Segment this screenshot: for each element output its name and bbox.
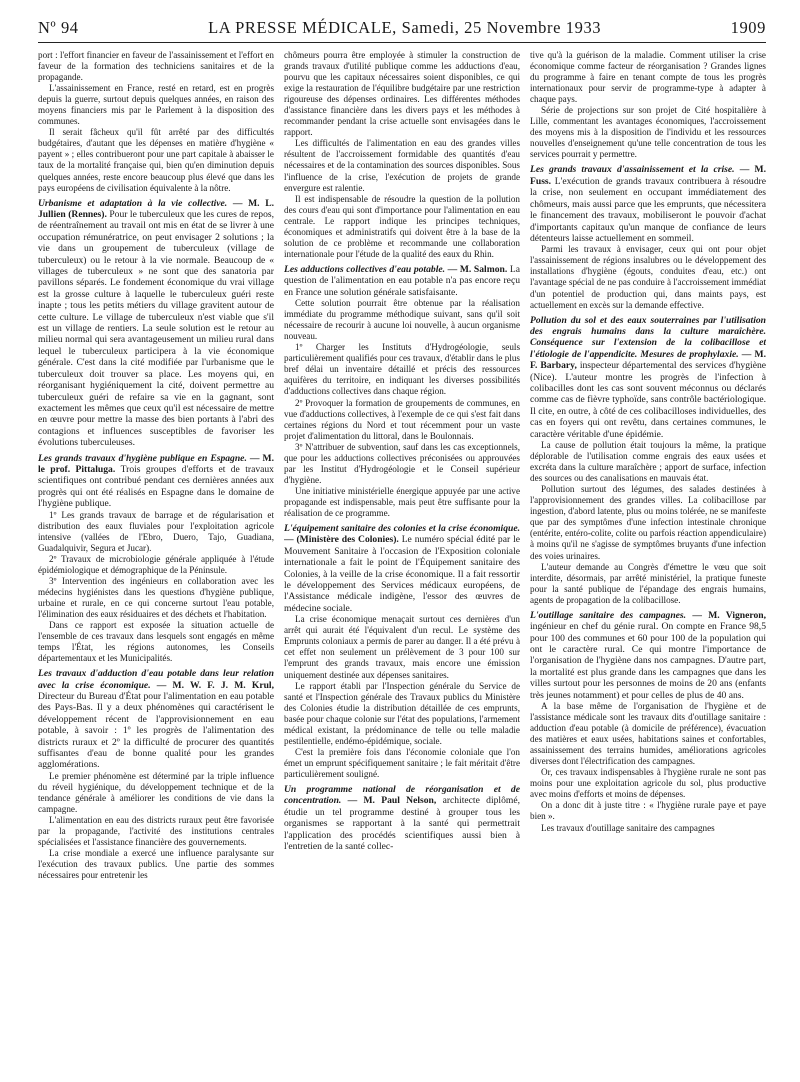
- section-heading: [284, 784, 520, 852]
- section-heading: [38, 453, 274, 510]
- paragraph: On a donc dit à juste titre : « l'hygiène rurale paye et paye bien ».: [530, 800, 766, 822]
- section-lead-text: Trois groupes d'efforts et de travaux scientifiques ont contribué pendant ces dernières années aux progrès qui ont été réalisés en Espagne dans le domaine de l'hygiène publique.: [38, 463, 274, 510]
- header-rule: [38, 42, 766, 43]
- paragraph: Dans ce rapport est exposée la situation actuelle de l'ensemble de ces travaux dans lesquels sont engagés en même temps l'État, les régions autonomes, les Conseils départementaux et les Municipalités.: [38, 620, 274, 664]
- section-author: — M. Salmon.: [445, 263, 508, 275]
- section-author: — (Ministère des Colonies).: [284, 534, 399, 546]
- section-heading: [38, 668, 274, 771]
- section-author: — M. le prof. Pittaluga.: [38, 452, 274, 475]
- section-lead-text: La question de l'alimentation en eau potable n'a pas encore reçu en France une solution générale satisfaisante.: [284, 263, 520, 298]
- column-1: [38, 50, 274, 1072]
- section-lead-text: Le numéro spécial édité par le Mouvement Sanitaire à l'occasion de l'Exposition coloniale internationale a fait le point de l'Équipement sanitaire des Colonies, à la veille de la crise économique. Il a fait ressortir le développement des Services médicaux européens, de l'Assistance médicale indigène, l'essor des œuvres de médecine sociale.: [284, 534, 520, 614]
- article-columns: [38, 50, 766, 1072]
- section-heading: [38, 198, 274, 449]
- paragraph: 3º Intervention des ingénieurs en collaboration avec les médecins hygiénistes dans les questions d'hygiène publique, urbaine et rurale, en ce qui concerne surtout l'eau potable, l'élimination des eaux résiduaires et des déchets et l'habitation.: [38, 575, 274, 619]
- section-title: Urbanisme et adaptation à la vie collective.: [38, 197, 228, 209]
- column-2: [284, 50, 520, 1072]
- paragraph: Une initiative ministérielle énergique appuyée par une active propagande est indispensable, mais peut être suffisante pour la réalisation de ce programme.: [284, 485, 520, 518]
- section-title: Les adductions collectives d'eau potable.: [284, 263, 446, 275]
- masthead-title: LA PRESSE MÉDICALE, Samedi, 25 Novembre 1933: [208, 18, 602, 37]
- section-title: Pollution du sol et des eaux souterraines par l'utilisation des engrais humains dans la culture maraîchère. Conséquence sur l'extension de la colibacillose et l'étiologie de l'appendicite. Mesures de prophylaxie.: [530, 314, 766, 360]
- page-header: [38, 18, 766, 40]
- section-heading: [530, 315, 766, 440]
- paragraph: Les travaux d'outillage sanitaire des campagnes: [541, 822, 715, 833]
- paragraph: 1º Les grands travaux de barrage et de régularisation et distribution des eaux fluviales pour l'exploitation agricole intensive (vallées de l'Ebro, Duero, Tajo, Guadiana, Guadalquivir, Segura et Jucar).: [38, 509, 274, 553]
- paragraph: Parmi les travaux à envisager, ceux qui ont pour objet l'assainissement de régions insalubres ou le développement des installations d'hygiène (égouts, conduites d'eau, etc.) ont l'avantage spécial de ne pas conduire à l'accroissement immédiat d'un potentiel de production qui, dans maints pays, est actuellement en excès sur la demande effective.: [530, 244, 766, 310]
- section-author: — M. F. Barbary,: [530, 348, 766, 372]
- paragraph: L'alimentation en eau des districts ruraux peut être favorisée par la propagande, l'activité des institutions centrales spécialisées et l'assistance financière des gouvernements.: [38, 815, 274, 848]
- paragraph: L'assainissement en France, resté en retard, est en progrès depuis la guerre, surtout depuis quelques années, en raison des moyens financiers mis par le Parlement à la disposition des communes.: [38, 83, 274, 127]
- section-heading: [530, 610, 766, 701]
- paragraph: chômeurs pourra être employée à stimuler la construction de grands travaux d'utilité publique comme les adductions d'eau, pourvu que les capitaux nécessaires soient disponibles, ce qui exige la restauration de l'équilibre budgétaire par une restriction rigoureuse des dépenses ordinaires. Les différentes méthodes d'assistance financière dans les divers pays et les méthodes à recommander pendant la crise actuelle sont envisagées dans le rapport.: [284, 50, 520, 138]
- section-author: — M. Paul Nelson,: [341, 795, 437, 807]
- paragraph: La cause de pollution était toujours la même, la pratique déplorable de l'utilisation comme engrais des eaux usées et excréta dans la culture maraîchère ; apport de surface, infection des sources ou des canalisations en mauvais état.: [530, 440, 766, 484]
- issue-number: Nº 94: [38, 18, 79, 37]
- section-lead-text: Pour le tuberculeux que les cures de repos, de réentraînement au travail ont mis en état de se livrer à une occupation rémunératrice, on peut envisager 2 solutions ; la vie dans un groupement de tuberculeux (village de tuberculeux) ou le retour à la vie normale. Beaucoup de « villages de tuberculeux » ne sont que des sanatoria par pavillons séparés. Le fondement économique du vrai village est la grosse culture à laquelle le tuberculeux guéri reste inapte ; tous les petits métiers du village gravitent autour de cette culture. Le village de tuberculeux n'est viable que s'il est un village de rentiers. La seule solution est le retour au milieu normal qui sera avantageusement un milieu rural dans lequel le tuberculeux participera à la vie économique générale. C'est dans la cité modifiée par l'urbanisme que le tuberculeux doit trouver sa place. Les moyens qui, en réorganisant hygiéniquement la cité, doivent permettre au tuberculeux guéri de refaire sa vie en la gagnant, sont exactement les mêmes que ceux qu'il est nécessaire de mettre en œuvre pour mettre la masse des bien portants à l'abri des contagions et influences susceptibles de favoriser les évolutions tuberculeuses.: [38, 209, 274, 449]
- paragraph: 3º N'attribuer de subvention, sauf dans les cas exceptionnels, que pour les adductions collectives préconisées ou approuvées par les Institut d'Hydrogéologie et le Conseil supérieur d'hygiène.: [284, 441, 520, 485]
- paragraph: 2º Travaux de microbiologie générale appliquée à l'étude épidémiologique et démographique de la Péninsule.: [38, 553, 274, 575]
- paragraph: A la base même de l'organisation de l'hygiène et de l'assistance médicale sont les travaux dits d'outillage sanitaire : adduction d'eau potable (à domicile de préférence), évacuation des matières et eaux usées, habitations saines et confortables, assainissement des terrains humides, améliorations agricoles diverses dont l'électrification des campagnes.: [530, 701, 766, 767]
- paragraph: La crise mondiale a exercé une influence paralysante sur l'exécution des travaux publics. Une partie des sommes nécessaires pour entretenir les: [38, 848, 274, 881]
- paragraph: Les difficultés de l'alimentation en eau des grandes villes résultent de l'accroissement formidable des quantités d'eau nécessaires et de la contamination des sources disponibles. Sous l'influence de la crise, l'exécution de projets de grande envergure est ralentie.: [284, 138, 520, 193]
- section-author: — M. Fuss.: [530, 164, 766, 187]
- section-lead-text: architecte diplômé, étudie un tel programme destiné à grouper tous les organismes se rapportant à la santé qui permettrait l'application des procédés scientifiques aussi bien à l'entretien de la santé collec-: [284, 795, 520, 853]
- section-lead-text: L'exécution de grands travaux contribuera à résoudre la crise, non seulement en occupant immédiatement des chômeurs, mais aussi parce que les emprunts, que nécessitera le financement des travaux, mobiliseront le pouvoir d'achat d'importants capitaux qu'un manque de confiance de leurs détenteurs laisse actuellement en sommeil.: [530, 175, 766, 244]
- section-title: L'outillage sanitaire des campagnes.: [530, 609, 687, 621]
- paragraph: Il serait fâcheux qu'il fût arrêté par des difficultés budgétaires, d'autant que les dépenses en matière d'hygiène « payent » ; elles contribueront pour une part capitale à abaisser le taux de la mortalité française qui, bien qu'en diminution depuis quelques années, reste encore beaucoup plus élevé que dans les pays européens de civilisation équivalente à la nôtre.: [38, 127, 274, 193]
- section-lead-text: inspecteur départemental des services d'hygiène (Nice). L'auteur montre les progrès de l'infection à colibacilles dont les cas sont souvent méconnus ou déclarés comme cas de fièvre typhoïde, sans contrôle bactériologique. Il cite, en outre, à côté de ces colibacilloses individuelles, des cas en foyers qui ont revêtu, dans certaines communes, le caractère véritable d'une épidémie.: [530, 360, 766, 440]
- section-title: L'équipement sanitaire des colonies et la crise économique.: [284, 523, 520, 535]
- section-title: Les travaux d'adduction d'eau potable dans leur relation avec la crise économique.: [38, 668, 274, 691]
- paragraph: Pollution surtout des légumes, des salades destinées à l'approvisionnement des grandes villes. La colibacillose par ingestion, d'abord latente, plus ou moins tolérée, ne se manifeste que par des symptômes d'une infection intestinale chronique (entérite, entéro-colite, colite ou parfois réaction appendiculaire) à moins qu'il ne s'agisse de symptômes bruyants d'une infection des voies urinaires.: [530, 484, 766, 561]
- paragraph: Le premier phénomène est déterminé par la triple influence du réveil hygiénique, du développement technique et de la tendance générale à améliorer les conditions de vie dans la campagne.: [38, 770, 274, 815]
- paragraph: 1º Charger les Instituts d'Hydrogéologie, seuls particulièrement qualifiés pour ces travaux, d'établir dans le plus bref délai un inventaire détaillé et précis des ressources aquifères du territoire, en indiquant les diverses possibilités d'adductions collectives dans chaque région.: [284, 342, 520, 397]
- paragraph: Série de projections sur son projet de Cité hospitalière à Lille, commentant les avantages économiques, l'accroissement des moyens mis à la disposition de l'individu et les ressources nouvelles d'enseignement qu'une telle concentration de tous les services pourrait y permettre.: [530, 105, 766, 160]
- section-heading: [284, 523, 520, 614]
- section-author: — M. Vigneron,: [686, 609, 766, 621]
- section-title: Les grands travaux d'assainissement et la crise.: [530, 164, 735, 176]
- paragraph: tive qu'à la guérison de la maladie. Comment utiliser la crise économique comme facteur de réorganisation ? Grandes lignes du programme à faire en tenant compte de tous les progrès internationaux pour servir de programme-type à adapter à chaque pays.: [530, 50, 766, 105]
- column-3: [530, 50, 766, 1072]
- paragraph: L'auteur demande au Congrès d'émettre le vœu que soit interdite, désormais, par arrêté ministériel, la pratique funeste pour la santé publique de l'épandage des engrais humains, agents de propagation de la colibacillose.: [530, 561, 766, 605]
- section-heading: [284, 264, 520, 298]
- paragraph: Or, ces travaux indispensables à l'hygiène rurale ne sont pas moins pour une exploitation agricole du sol, plus productive avec moins d'efforts et moins de dépenses.: [530, 767, 766, 800]
- section-title: Les grands travaux d'hygiène publique en Espagne.: [38, 452, 247, 464]
- section-lead-text: Directeur du Bureau d'État pour l'alimentation en eau potable des Pays-Bas. Il y a deux phénomènes qui caractérisent le développement récent de l'approvisionnement en eau potable, à savoir : 1º les progrès de l'alimentation des districts ruraux et 2º la difficulté de procurer des quantités suffisantes d'eau de bonne qualité pour les grandes agglomérations.: [38, 691, 274, 771]
- section-author: — M. W. F. J. M. Krul,: [150, 679, 274, 691]
- paragraph: Cette solution pourrait être obtenue par la réalisation immédiate du programme méthodique suivant, sans qu'il soit nécessaire de recourir à aucune loi nouvelle, à aucun organisme nouveau.: [284, 298, 520, 342]
- paragraph: Il est indispensable de résoudre la question de la pollution des cours d'eau qui sont d'importance pour l'alimentation en eau centrale. Le rapport indique les principes techniques, économiques et administratifs qui doivent être à la base de la solution de ce problème et recommande une collaboration internationale pour l'étude de la qualité des eaux du Rhin.: [284, 193, 520, 259]
- section-title: Un programme national de réorganisation et de concentration.: [284, 784, 520, 807]
- paragraph: 2º Provoquer la formation de groupements de communes, en vue d'adductions collectives, à l'exemple de ce qui s'est fait dans certaines régions du Nord et tout récemment pour un vaste projet d'alimentation du littoral, dans le Boulonnais.: [284, 397, 520, 441]
- paragraph: La crise économique menaçait surtout ces dernières d'un arrêt qui aurait été l'équivalent d'un recul. Le système des Emprunts coloniaux a permis de parer au danger. Il a été prévu à cet effet non seulement un prélèvement de 3 pour 100 sur l'emprunt des grands travaux, mais encore une émission uniquement destinée aux dépenses sanitaires.: [284, 614, 520, 680]
- section-author: — M. L. Jullien (Rennes).: [38, 197, 274, 221]
- section-heading: [530, 164, 766, 244]
- paragraph: C'est la première fois dans l'économie coloniale que l'on émet un emprunt spécifiquement sanitaire ; le fait méritait d'être particulièrement souligné.: [284, 746, 520, 779]
- paragraph: port : l'effort financier en faveur de l'assainissement et l'effort en faveur de la formation des techniciens sanitaires et de la propagande.: [38, 50, 274, 83]
- page-number: 1909: [730, 18, 766, 37]
- section-lead-text: ingénieur en chef du génie rural. On compte en France 98,5 pour 100 des communes et 60 pour 100 de la population qui ont le caractère rural. Ce qui montre l'importance de l'organisation de l'hygiène dans nos campagnes. D'autre part, la mortalité est plus grande dans les campagnes que dans les villes surtout pour les personnes de moins de 20 ans (enfants très jeunes notamment) et pour celles de plus de 40 ans.: [530, 621, 766, 701]
- paragraph: Le rapport établi par l'Inspection générale du Service de santé et l'Inspection générale des Travaux publics du Ministère des Colonies étudie la distribution détaillée de ces emprunts, basée pour chaque colonie sur l'état des populations, l'armement médical existant, la prédominance de telle ou telle maladie pestilentielle, endémo-épidémique, sociale.: [284, 680, 520, 746]
